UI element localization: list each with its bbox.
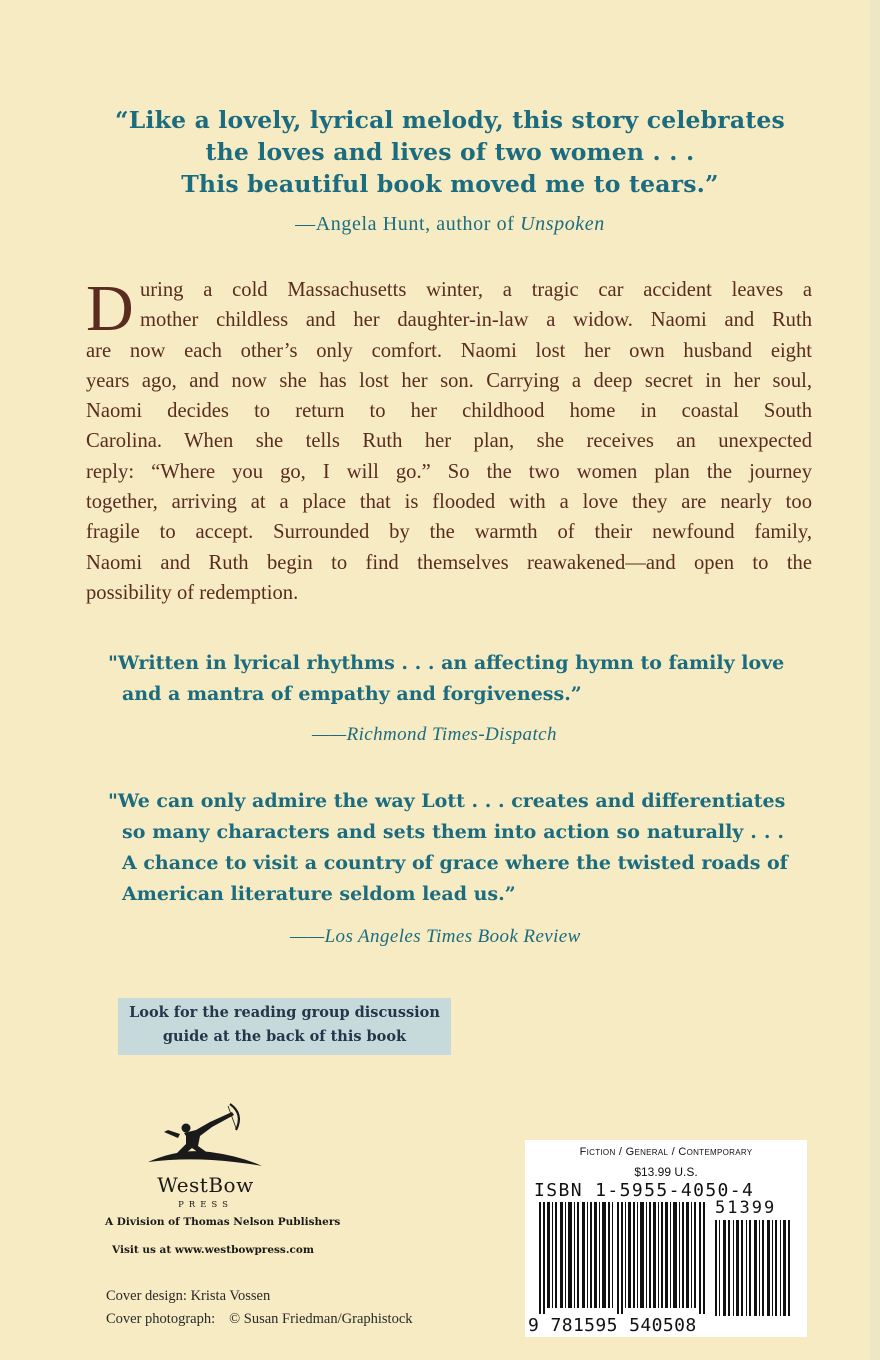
blurb-line: Carolina. When she tells Ruth her plan, she receives an unexpected: [86, 430, 812, 453]
blurb-line: uring a cold Massachusetts winter, a tragic car accident leaves a: [140, 279, 812, 301]
publisher-name: WestBow: [157, 1173, 254, 1197]
review-richmond-attribution: ——Richmond Times-Dispatch: [312, 724, 557, 745]
attribution-title: Unspoken: [520, 213, 605, 235]
review-line: "We can only admire the way Lott . . . creates and differentiates: [108, 790, 786, 812]
ean-barcode-icon: [539, 1202, 711, 1314]
review-line: A chance to visit a country of grace where the twisted roads of: [122, 852, 788, 874]
credit-value: Krista Vossen: [190, 1288, 271, 1304]
isbn-label: ISBN 1-5955-4050-4: [534, 1180, 755, 1201]
blurb-line: Naomi decides to return to her childhood home in coastal South: [86, 400, 812, 423]
cover-photo-credit: [106, 1311, 413, 1328]
barcode-panel: [525, 1140, 807, 1337]
blurb-line: reply: “Where you go, I will go.” So the two women plan the journey: [86, 460, 812, 483]
blurb-line: mother childless and her daughter-in-law a widow. Naomi and Ruth: [140, 309, 812, 332]
ean-digits: 9 781595 540508: [528, 1315, 697, 1336]
review-la-times: [108, 786, 788, 910]
blurb-line: are now each other’s only comfort. Naomi lost her own husband eight: [86, 339, 812, 362]
blurb-line: possibility of redemption.: [86, 581, 299, 604]
guide-line: Look for the reading group discussion: [129, 1004, 440, 1021]
credit-label: Cover design:: [106, 1288, 187, 1304]
top-quote: [90, 104, 810, 200]
review-la-times-attribution: ——Los Angeles Times Book Review: [290, 926, 581, 947]
attribution-prefix: —Angela Hunt, author of: [295, 213, 521, 235]
review-richmond: [108, 648, 784, 710]
cover-edge: [870, 0, 880, 1360]
publisher-division: A Division of Thomas Nelson Publishers: [105, 1216, 341, 1228]
top-quote-line: This beautiful book moved me to tears.”: [181, 170, 719, 198]
blurb-line: Naomi and Ruth begin to find themselves reawakened—and open to the: [86, 551, 812, 574]
blurb-paragraph: [86, 272, 812, 608]
archer-logo-icon: [140, 1100, 270, 1172]
blurb-line: fragile to accept. Surrounded by the warmth of their newfound family,: [86, 521, 812, 544]
drop-cap: D: [86, 272, 134, 345]
price-barcode-icon: [715, 1220, 795, 1316]
cover-design-credit: [106, 1288, 270, 1305]
book-price: $13.99 U.S.: [634, 1165, 698, 1179]
review-line: American literature seldom lead us.”: [122, 883, 516, 905]
guide-line: guide at the back of this book: [162, 1028, 407, 1045]
publisher-press: PRESS: [178, 1200, 233, 1210]
book-category: Fiction / General / Contemporary: [579, 1146, 753, 1158]
credit-label: Cover photograph:: [106, 1311, 216, 1327]
reading-guide-box: [118, 998, 451, 1055]
top-quote-attribution: [90, 213, 810, 236]
credit-value: © Susan Friedman/Graphistock: [229, 1311, 413, 1327]
price-code: 51399: [715, 1198, 777, 1218]
top-quote-line: the loves and lives of two women . . .: [205, 138, 695, 166]
publisher-website: Visit us at www.westbowpress.com: [112, 1244, 314, 1256]
review-line: "Written in lyrical rhythms . . . an affecting hymn to family love: [108, 652, 785, 674]
review-line: and a mantra of empathy and forgiveness.”: [122, 683, 582, 705]
top-quote-line: “Like a lovely, lyrical melody, this story celebrates: [115, 106, 785, 134]
blurb-line: years ago, and now she has lost her son. Carrying a deep secret in her soul,: [86, 369, 812, 392]
blurb-line: together, arriving at a place that is flooded with a love they are nearly too: [86, 491, 812, 514]
review-line: so many characters and sets them into action so naturally . . .: [122, 821, 784, 843]
